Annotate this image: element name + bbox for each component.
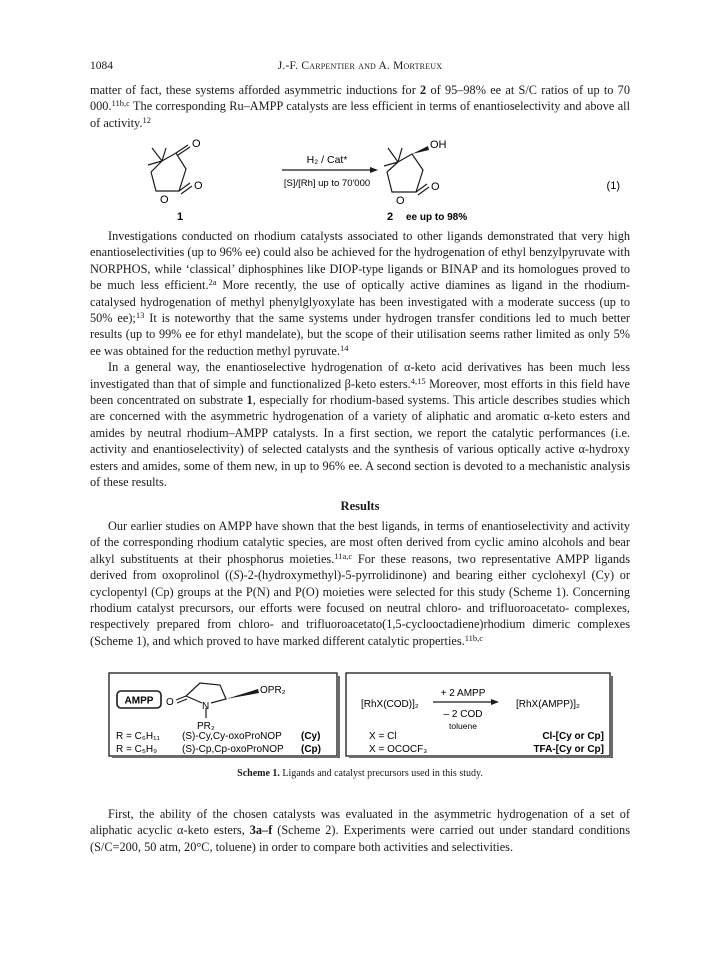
atom-label: O xyxy=(160,194,169,206)
r-group-definition: R = C₆H₁₁ xyxy=(116,731,160,742)
ee-note: ee up to 98% xyxy=(406,212,468,223)
atom-label: O xyxy=(192,138,201,150)
product-formula: [RhX(AMPP)]₂ xyxy=(516,699,580,710)
para5-text: (Scheme 2). Experiments were carried out under standard conditions (S/C=200, 50 atm, 20°C, toluene) in order to compare both activities and selectivities. xyxy=(90,823,630,854)
citation: 13 xyxy=(135,310,145,321)
citation: 14 xyxy=(339,342,349,353)
precursor-formula: [RhX(COD)]₂ xyxy=(361,699,419,710)
section-heading-results: Results xyxy=(340,499,380,513)
compound-ref: 3a–f xyxy=(249,823,273,838)
scheme-1 xyxy=(108,672,613,758)
para4-text: For these reasons, two representative AMPP ligands derived from oxoprolinol (( xyxy=(90,551,630,583)
ampp-label: AMPP xyxy=(124,695,154,707)
condition-label: [S]/[Rh] up to 70'000 xyxy=(283,178,371,189)
ligand-name: (S)-Cy,Cy-oxoProNOP xyxy=(182,731,282,742)
para1-text: matter of fact, these systems afforded asymmetric inductions for xyxy=(90,83,421,97)
paragraph-4 xyxy=(90,518,630,649)
reagent-label: H₂ / Cat* xyxy=(306,154,348,166)
para4-text: )-2-(hydroxymethyl)-5-pyrrolidinone) and bearing either cyclohexyl (Cy) or cyclopentyl (Cp) groups at the P(N) and P(O) moieties were selected for this study (Scheme 1). Concerning rhodium catalyst precursors, our efforts were focused on neutral chloro- and trifluoroacetato- complexes, respectively prepared from chloro- and trifluoroacetato(1,5-cyclooctadiene)rhodium dimeric complexes (Scheme 1), and which proved to have marked different catalytic properties. xyxy=(90,568,630,648)
atom-label: N xyxy=(202,701,210,712)
ligand-name: (S)-Cp,Cp-oxoProNOP xyxy=(182,744,284,755)
equation-1 xyxy=(90,134,630,226)
atom-label: O xyxy=(396,195,405,207)
r-group-definition: R = C₅H₉ xyxy=(116,744,158,755)
ligand-abbr: (Cp) xyxy=(301,744,321,755)
atom-label: O xyxy=(431,181,440,193)
paragraph-2 xyxy=(90,228,630,491)
compound-ref: 1 xyxy=(246,393,253,408)
compound-number: 1 xyxy=(177,211,184,223)
running-title: J.-F. Carpentier and A. Mortreux xyxy=(277,60,443,72)
para2-text: Investigations conducted on rhodium catalysts associated to other ligands demonstrated that very high enantioselectivities (up to 96% ee) could also be achieved for the hydrogenation of ethyl benzylpyruvate with NORPHOS, while ‘classical’ diphosphines like DIOP-type ligands or BINAP and its homologues proved to be much less efficient. xyxy=(90,229,630,293)
para1-text: The corresponding Ru–AMPP catalysts are less efficient in terms of enantioselectivity and above all of activity. xyxy=(90,99,630,130)
scheme-caption xyxy=(90,768,630,779)
para3-text: Moreover, most efforts in this field have been concentrated on substrate xyxy=(90,376,630,408)
x-definition: X = Cl xyxy=(369,731,397,742)
citation: 11b,c xyxy=(464,632,484,643)
byproduct-label: – 2 COD xyxy=(443,709,483,720)
ring-bond xyxy=(151,153,186,191)
substituent-label: OPR₂ xyxy=(260,685,286,696)
caption-label: Scheme 1. xyxy=(237,768,280,779)
citation: 12 xyxy=(142,114,151,125)
compound-ref: 2 xyxy=(420,83,427,97)
caption-text: Ligands and catalyst precursors used in this study. xyxy=(279,768,483,779)
compound-number: 2 xyxy=(387,211,394,223)
para1-text: of 95–98% ee at S/C ratios of up to 70 000. xyxy=(90,83,630,114)
paragraph-5 xyxy=(90,806,630,855)
para4-text: Our earlier studies on AMPP have shown that the best ligands, in terms of enantioselectivity and activity of the corresponding rhodium catalytic species, are most often derived from cyclic amino alcohols and bear alkyl substituents at their phosphorus moieties. xyxy=(90,519,630,566)
citation: 11b,c xyxy=(111,98,130,109)
reagent-label: + 2 AMPP xyxy=(440,688,486,699)
para2-text: More recently, the use of optically active diamines as ligand in the rhodium-catalysed hydrogenation of methyl phenylglyoxylate has been investigated with a moderate success (up to 50% ee); xyxy=(90,278,630,326)
solvent-label: toluene xyxy=(449,721,477,731)
catalyst-label: Cl-[Cy or Cp] xyxy=(542,731,604,742)
atom-label: O xyxy=(166,697,174,708)
equation-number: (1) xyxy=(606,180,620,192)
citation: 2a xyxy=(208,277,217,288)
citation: 4,15 xyxy=(410,375,426,386)
x-definition: X = OCOCF₃ xyxy=(369,744,428,755)
page-number: 1084 xyxy=(90,60,113,72)
atom-label: OH xyxy=(430,139,447,151)
substituent-label: PR₂ xyxy=(197,721,215,732)
catalyst-label: TFA-[Cy or Cp] xyxy=(533,744,604,755)
ligand-abbr: (Cy) xyxy=(301,731,321,742)
para3-text: In a general way, the enantioselective hydrogenation of α-keto acid derivatives has been much less investigated than that of simple and functionalized β-keto esters. xyxy=(90,360,630,391)
para2-text: It is noteworthy that the same systems under hydrogen transfer conditions led to much better results (up to 99% ee for ethyl mandelate), but the scope of their utilisation seems rather limited as only 5% ee was obtained for the reduction methyl pyruvate. xyxy=(90,311,630,358)
stereo-descriptor: S xyxy=(233,568,240,583)
para5-text: First, the ability of the chosen catalysts was evaluated in the asymmetric hydrogenation of a set of aliphatic acyclic α-keto esters, xyxy=(90,807,630,838)
atom-label: O xyxy=(194,180,203,192)
para3-text: , especially for rhodium-based systems. This article describes studies which are concerned with the asymmetric hydrogenation of a variety of aliphatic and aromatic α-keto esters and amides by neutral rhodium–AMPP catalysts. In a first section, we report the catalytic performances (i.e. activity and enantioselectivity) of selected catalysts and the synthesis of various optically active α-hydroxy esters and amides, some of them new, in up to 96% ee. A second section is devoted to a mechanistic analysis of these results. xyxy=(90,393,630,490)
citation: 11a,c xyxy=(334,550,353,561)
paragraph-1 xyxy=(90,82,630,131)
